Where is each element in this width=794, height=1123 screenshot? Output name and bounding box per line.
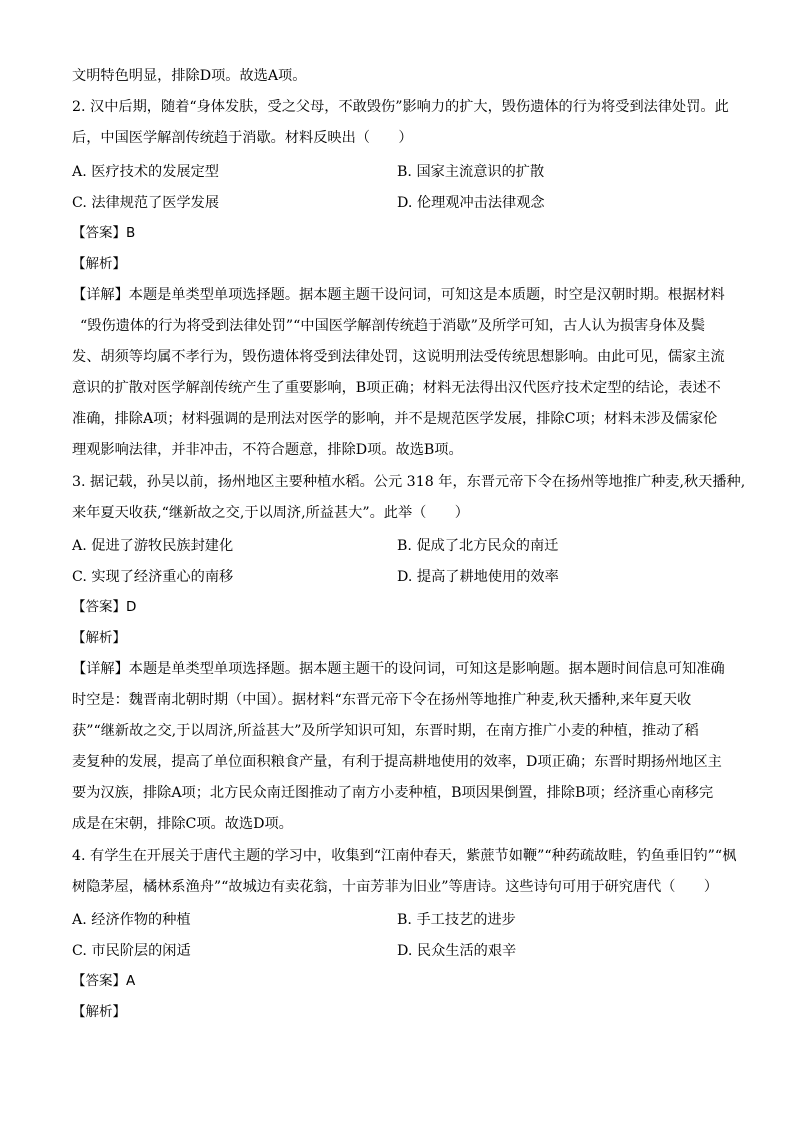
q3-detail-line-4: 麦复种的发展，提高了单位面积粮食产量，有利于提高耕地使用的效率，D项正确；东晋时期扬州地区主	[72, 754, 722, 770]
q2-answer: 【答案】B	[72, 225, 136, 241]
q4-answer: 【答案】A	[72, 973, 136, 989]
q4-option-b: B. 手工技艺的进步	[397, 912, 516, 928]
q3-option-c: C. 实现了经济重心的南移	[72, 569, 234, 585]
q3-option-a: A. 促进了游牧民族封建化	[72, 538, 234, 554]
q3-option-b: B. 促成了北方民众的南迁	[397, 538, 559, 554]
q2-option-a: A. 医疗技术的发展定型	[72, 164, 219, 180]
q4-stem-line-1: 4. 有学生在开展关于唐代主题的学习中，收集到“江南仲春天，紫蔗节如鞭”“种药疏故畦，钓鱼垂旧钓”“枫	[72, 848, 737, 864]
q2-stem-line-1: 2. 汉中后期，随着“身体发肤，受之父母，不敢毁伤”影响力的扩大，毁伤遗体的行为将受到法律处罚。此	[72, 99, 729, 115]
q2-stem-line-2: 后，中国医学解剖传统趋于消歇。材料反映出（ ）	[72, 130, 413, 146]
q2-option-c: C. 法律规范了医学发展	[72, 195, 220, 211]
q3-detail-line-3: 获”“继新故之交,于以周济,所益甚大”及所学知识可知，东晋时期，在南方推广小麦的种植，推动了稻	[72, 723, 699, 739]
q3-option-d: D. 提高了耕地使用的效率	[397, 569, 559, 585]
q3-analysis-label: 【解析】	[72, 630, 126, 646]
q4-option-d: D. 民众生活的艰辛	[397, 943, 517, 959]
q3-detail-line-5: 要为汉族，排除A项；北方民众南迁图推动了南方小麦种植，B项因果倒置，排除B项；经济重心南移完	[72, 785, 714, 801]
q3-answer: 【答案】D	[72, 599, 137, 615]
q3-detail-line-1: 【详解】本题是单类型单项选择题。据本题主题干的设问词，可知这是影响题。据本题时间信息可知准确	[72, 661, 725, 677]
q3-stem-line-1: 3. 据记载，孙吴以前，扬州地区主要种植水稻。公元 318 年，东晋元帝下令在扬州等地推广种麦,秋天播种,	[72, 474, 746, 490]
q2-option-b: B. 国家主流意识的扩散	[397, 164, 545, 180]
q4-stem-line-2: 树隐茅屋，橘林系渔舟”“故城边有卖花翁，十亩芳菲为旧业”等唐诗。这些诗句可用于研究唐代（ ）	[72, 879, 719, 895]
q2-detail-line-1: 【详解】本题是单类型单项选择题。据本题主题干设问词，可知这是本质题，时空是汉朝时期。根据材料	[72, 287, 725, 303]
q3-detail-line-2: 时空是：魏晋南北朝时期（中国）。据材料“东晋元帝下令在扬州等地推广种麦,秋天播种,来年夏天收	[72, 692, 692, 708]
q4-analysis-label: 【解析】	[72, 1004, 126, 1020]
q2-detail-line-5: 准确，排除A项；材料强调的是刑法对医学的影响，并不是规范医学发展，排除C项；材料未涉及儒家伦	[72, 411, 718, 427]
q2-detail-line-3: 发、胡须等均属不孝行为，毁伤遗体将受到法律处罚，这说明刑法受传统思想影响。由此可见，儒家主流	[72, 349, 725, 365]
q3-stem-line-2: 来年夏天收获,“继新故之交,于以周济,所益甚大”。此举（ ）	[72, 505, 469, 521]
q2-detail-line-4: 意识的扩散对医学解剖传统产生了重要影响，B项正确；材料无法得出汉代医疗技术定型的结论，表述不	[72, 380, 721, 396]
previous-answer-tail: 文明特色明显，排除D项。故选A项。	[72, 68, 307, 84]
q2-analysis-label: 【解析】	[72, 256, 126, 272]
q3-detail-line-6: 成是在宋朝，排除C项。故选D项。	[72, 816, 293, 832]
q2-option-d: D. 伦理观冲击法律观念	[397, 195, 545, 211]
q2-detail-line-2: “毁伤遗体的行为将受到法律处罚”“中国医学解剖传统趋于消歇”及所学可知，古人认为损害身体及鬓	[80, 318, 705, 334]
q2-detail-line-6: 理观影响法律，并非冲击，不符合题意，排除D项。故选B项。	[72, 442, 463, 458]
q4-option-a: A. 经济作物的种植	[72, 912, 191, 928]
q4-option-c: C. 市民阶层的闲适	[72, 943, 191, 959]
